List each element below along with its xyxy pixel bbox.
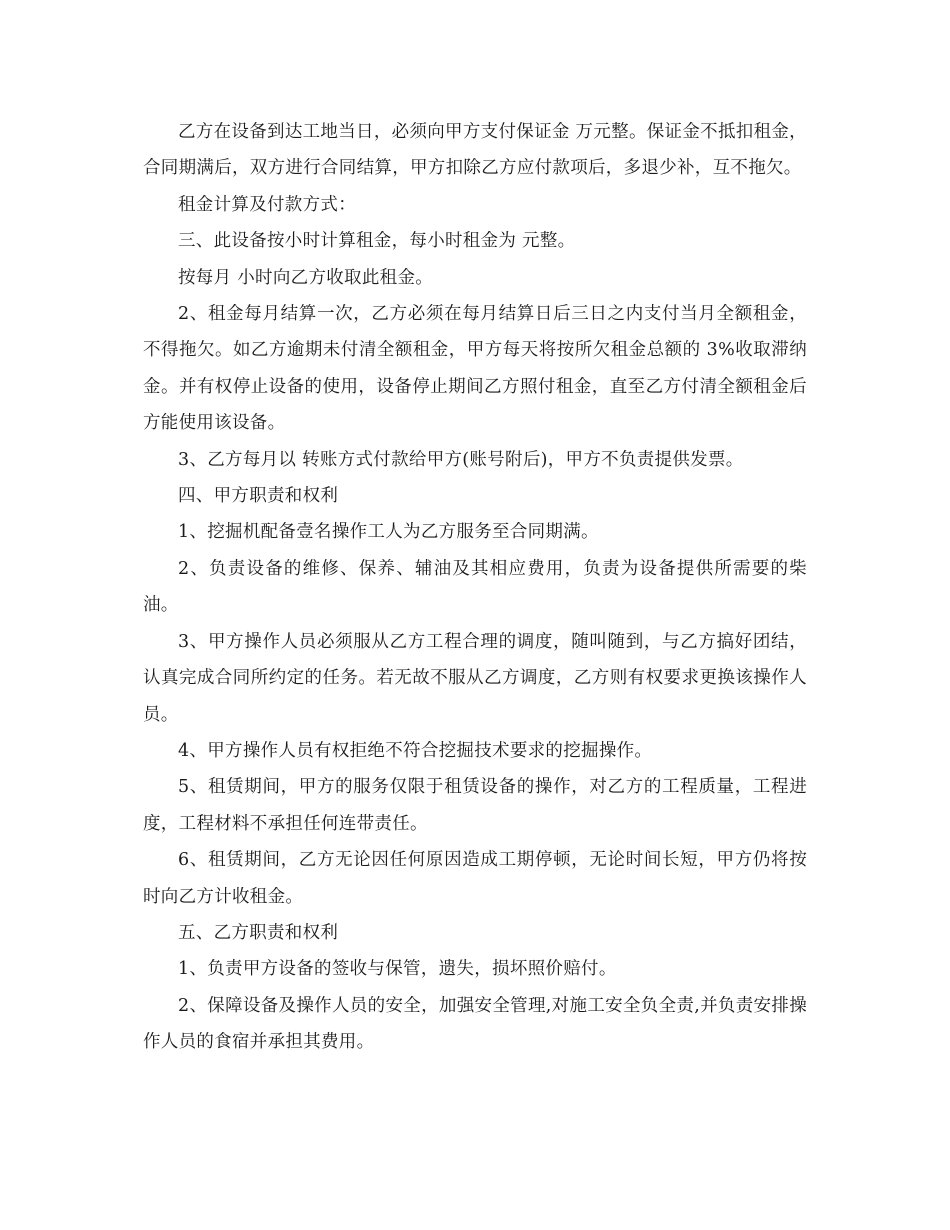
paragraph-party-a-item-5: 5、租赁期间，甲方的服务仅限于租赁设备的操作，对乙方的工程质量，工程进度，工程材料不承担任何连带责任。 [143, 777, 807, 834]
paragraph-party-b-item-2: 2、保障设备及操作人员的安全，加强安全管理,对施工安全负全责,并负责安排操作人员的食宿并承担其费用。 [143, 995, 807, 1053]
section-heading-party-a: 四、甲方职责和权利 [178, 486, 339, 507]
paragraph-party-a-item-1: 1、挖掘机配备壹名操作工人为乙方服务至合同期满。 [178, 522, 599, 543]
paragraph-hourly-rate: 三、此设备按小时计算租金，每小时租金为 元整。 [178, 231, 576, 252]
paragraph-party-a-item-2: 2、负责设备的维修、保养、辅油及其相应费用，负责为设备提供所需要的柴油。 [143, 558, 807, 616]
paragraph-party-a-item-4: 4、甲方操作人员有权拒绝不符合挖掘技术要求的挖掘操作。 [178, 740, 653, 761]
paragraph-monthly-hours: 按每月 小时向乙方收取此租金。 [178, 267, 434, 288]
section-heading-party-b: 五、乙方职责和权利 [178, 922, 339, 943]
paragraph-rent-heading: 租金计算及付款方式： [178, 194, 356, 215]
document-body [143, 114, 807, 1061]
paragraph-payment-method: 3、乙方每月以 转账方式付款给甲方(账号附后)，甲方不负责提供发票。 [178, 449, 744, 470]
paragraph-deposit: 乙方在设备到达工地当日，必须向甲方支付保证金 万元整。保证金不抵扣租金，合同期满后，双方进行合同结算，甲方扣除乙方应付款项后，多退少补，互不拖欠。 [143, 122, 807, 179]
paragraph-monthly-settlement: 2、租金每月结算一次，乙方必须在每月结算日后三日之内支付当月全额租金，不得拖欠。如乙方逾期未付清全额租金，甲方每天将按所欠租金总额的 3%收取滞纳金。并有权停止设备的使用，设备停止期间乙方照付租金，直至乙方付清全额租金后方能使用该设备。 [143, 304, 807, 434]
paragraph-party-a-item-3: 3、甲方操作人员必须服从乙方工程合理的调度，随叫随到，与乙方搞好团结，认真完成合同所约定的任务。若无故不服从乙方调度，乙方则有权要求更换该操作人员。 [143, 631, 807, 725]
paragraph-party-a-item-6: 6、租赁期间，乙方无论因任何原因造成工期停顿，无论时间长短，甲方仍将按时向乙方计收租金。 [143, 850, 807, 907]
paragraph-party-b-item-1: 1、负责甲方设备的签收与保管，遗失，损坏照价赔付。 [178, 959, 617, 980]
